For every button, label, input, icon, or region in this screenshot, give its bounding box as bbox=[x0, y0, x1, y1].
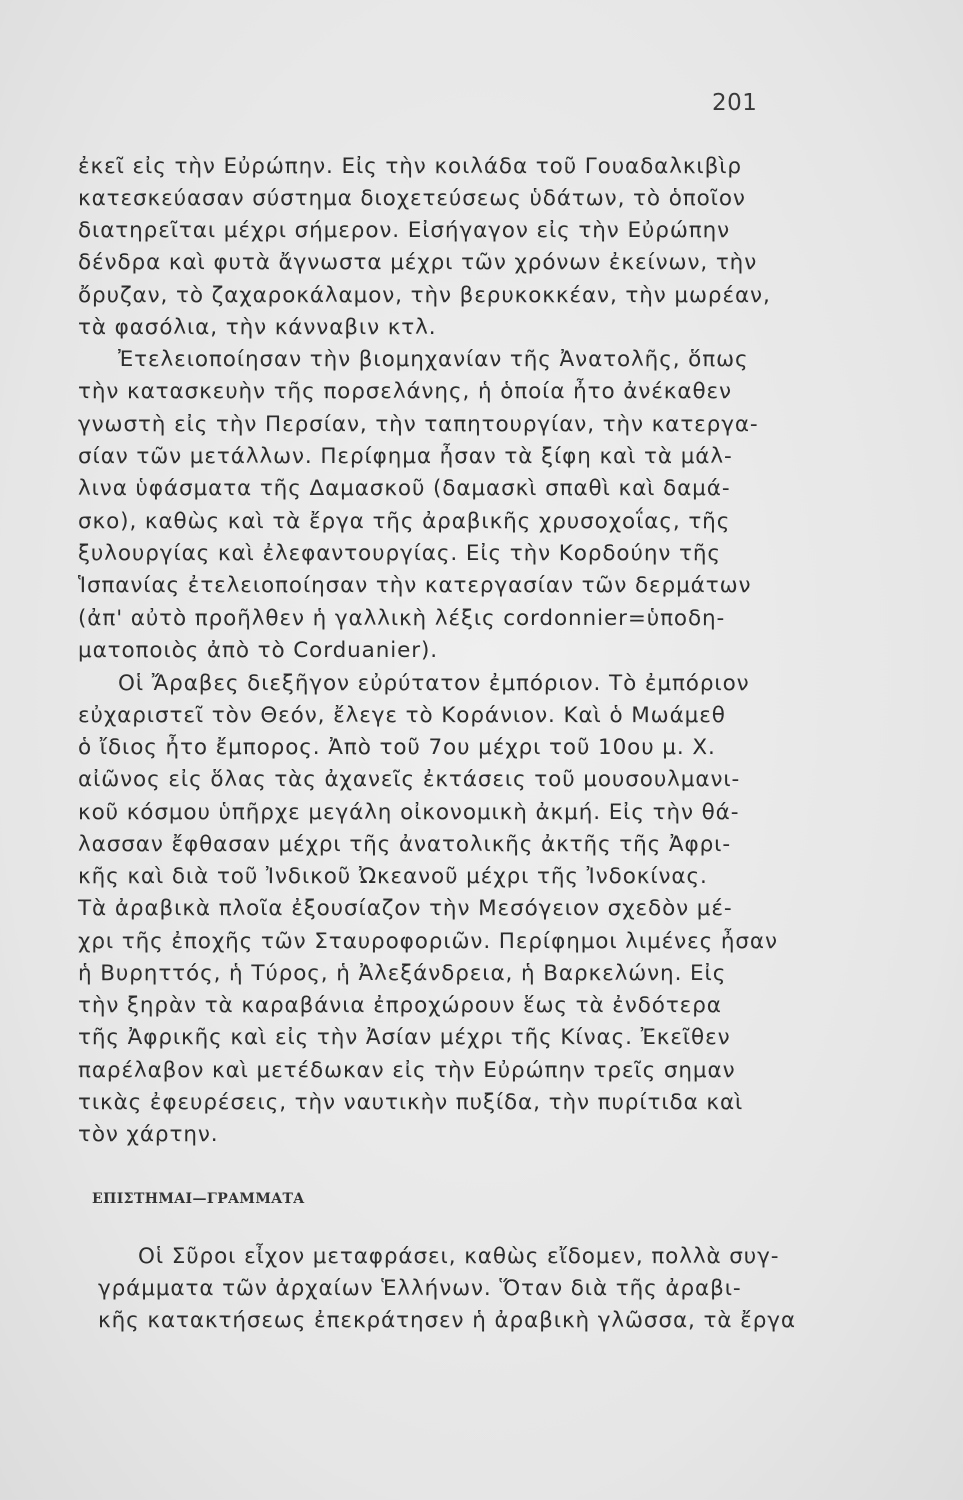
section-heading: ΕΠΙΣΤΗΜΑΙ—ΓΡΑΜΜΑΤΑ bbox=[92, 1191, 305, 1207]
text-line: αἰῶνος εἰς ὅλας τὰς ἀχανεῖς ἐκτάσεις τοῦ μουσουλμανι- bbox=[78, 767, 741, 792]
page-number: 201 bbox=[712, 90, 758, 116]
text-line: Τὰ ἀραβικὰ πλοῖα ἐξουσίαζον τὴν Μεσόγειον σχεδὸν μέ- bbox=[78, 896, 733, 921]
text-line: γράμματα τῶν ἀρχαίων Ἑλλήνων. Ὅταν διὰ τῆς ἀραβι- bbox=[98, 1276, 742, 1301]
text-line: ἐκεῖ εἰς τὴν Εὐρώπην. Εἰς τὴν κοιλάδα τοῦ Γουαδαλκιβὶρ bbox=[78, 154, 742, 179]
text-line: τῆς Ἀφρικῆς καὶ εἰς τὴν Ἀσίαν μέχρι τῆς Κίνας. Ἐκεῖθεν bbox=[78, 1025, 731, 1050]
text-line: ὄρυζαν, τὸ ζαχαροκάλαμον, τὴν βερυκοκκέαν, τὴν μωρέαν, bbox=[78, 283, 771, 308]
text-line: ἡ Βυρηττός, ἡ Τύρος, ἡ Ἀλεξάνδρεια, ἡ Βαρκελώνη. Εἰς bbox=[78, 961, 727, 986]
text-line: Ἱσπανίας ἐτελειοποίησαν τὴν κατεργασίαν τῶν δερμάτων bbox=[78, 573, 752, 598]
text-line: διατηρεῖται μέχρι σήμερον. Εἰσήγαγον εἰς τὴν Εὐρώπην bbox=[78, 218, 731, 243]
text-line: τικὰς ἐφευρέσεις, τὴν ναυτικὴν πυξίδα, τὴν πυρίτιδα καὶ bbox=[78, 1090, 744, 1115]
text-line: ὁ ἴδιος ἦτο ἔμπορος. Ἀπὸ τοῦ 7ου μέχρι τοῦ 10ου μ. Χ. bbox=[78, 735, 716, 760]
text-line: σίαν τῶν μετάλλων. Περίφημα ἦσαν τὰ ξίφη καὶ τὰ μάλ- bbox=[78, 444, 733, 469]
text-line: τὴν κατασκευὴν τῆς πορσελάνης, ἡ ὁποία ἦτο ἀνέκαθεν bbox=[78, 379, 732, 404]
text-line: κῆς κατακτήσεως ἐπεκράτησεν ἡ ἀραβικὴ γλῶσσα, τὰ ἔργα bbox=[98, 1308, 796, 1333]
text-line: χρι τῆς ἐποχῆς τῶν Σταυροφοριῶν. Περίφημοι λιμένες ἦσαν bbox=[78, 929, 778, 954]
text-line: (ἀπ' αὐτὸ προῆλθεν ἡ γαλλικὴ λέξις cordonnier=ὑποδη- bbox=[78, 606, 726, 631]
text-line: κοῦ κόσμου ὑπῆρχε μεγάλη οἰκονομικὴ ἀκμή. Εἰς τὴν θά- bbox=[78, 800, 740, 825]
text-line: κῆς καὶ διὰ τοῦ Ἰνδικοῦ Ὠκεανοῦ μέχρι τῆς Ἰνδοκίνας. bbox=[78, 864, 708, 889]
text-line: κατεσκεύασαν σύστημα διοχετεύσεως ὑδάτων, τὸ ὁποῖον bbox=[78, 186, 746, 211]
text-line: τὴν ξηρὰν τὰ καραβάνια ἐπροχώρουν ἕως τὰ ἐνδότερα bbox=[78, 993, 722, 1018]
text-line: ξυλουργίας καὶ ἐλεφαντουργίας. Εἰς τὴν Κορδούην τῆς bbox=[78, 541, 721, 566]
text-line: Οἱ Σῦροι εἶχον μεταφράσει, καθὼς εἴδομεν, πολλὰ συγ- bbox=[138, 1244, 780, 1269]
text-line: τὰ φασόλια, τὴν κάνναβιν κτλ. bbox=[78, 315, 437, 340]
text-line: σκο), καθὼς καὶ τὰ ἔργα τῆς ἀραβικῆς χρυσοχοΐας, τῆς bbox=[78, 509, 731, 534]
text-line: Οἱ Ἄραβες διεξῆγον εὐρύτατον ἐμπόριον. Τὸ ἐμπόριον bbox=[118, 671, 750, 696]
text-line: ματοποιὸς ἀπὸ τὸ Corduanier). bbox=[78, 638, 439, 663]
text-line: γνωστὴ εἰς τὴν Περσίαν, τὴν ταπητουργίαν, τὴν κατεργα- bbox=[78, 412, 759, 437]
text-line: λασσαν ἔφθασαν μέχρι τῆς ἀνατολικῆς ἀκτῆς τῆς Ἀφρι- bbox=[78, 832, 732, 857]
text-line: δένδρα καὶ φυτὰ ἄγνωστα μέχρι τῶν χρόνων ἐκείνων, τὴν bbox=[78, 250, 758, 275]
text-line: παρέλαβον καὶ μετέδωκαν εἰς τὴν Εὐρώπην τρεῖς σημαν bbox=[78, 1058, 736, 1083]
text-line: Ἐτελειοποίησαν τὴν βιομηχανίαν τῆς Ἀνατολῆς, ὅπως bbox=[118, 347, 749, 372]
text-line: τὸν χάρτην. bbox=[78, 1122, 219, 1147]
text-line: λινα ὑφάσματα τῆς Δαμασκοῦ (δαμασκὶ σπαθὶ καὶ δαμά- bbox=[78, 476, 731, 501]
text-line: εὐχαριστεῖ τὸν Θεόν, ἔλεγε τὸ Κοράνιον. Καὶ ὁ Μωάμεθ bbox=[78, 703, 726, 728]
